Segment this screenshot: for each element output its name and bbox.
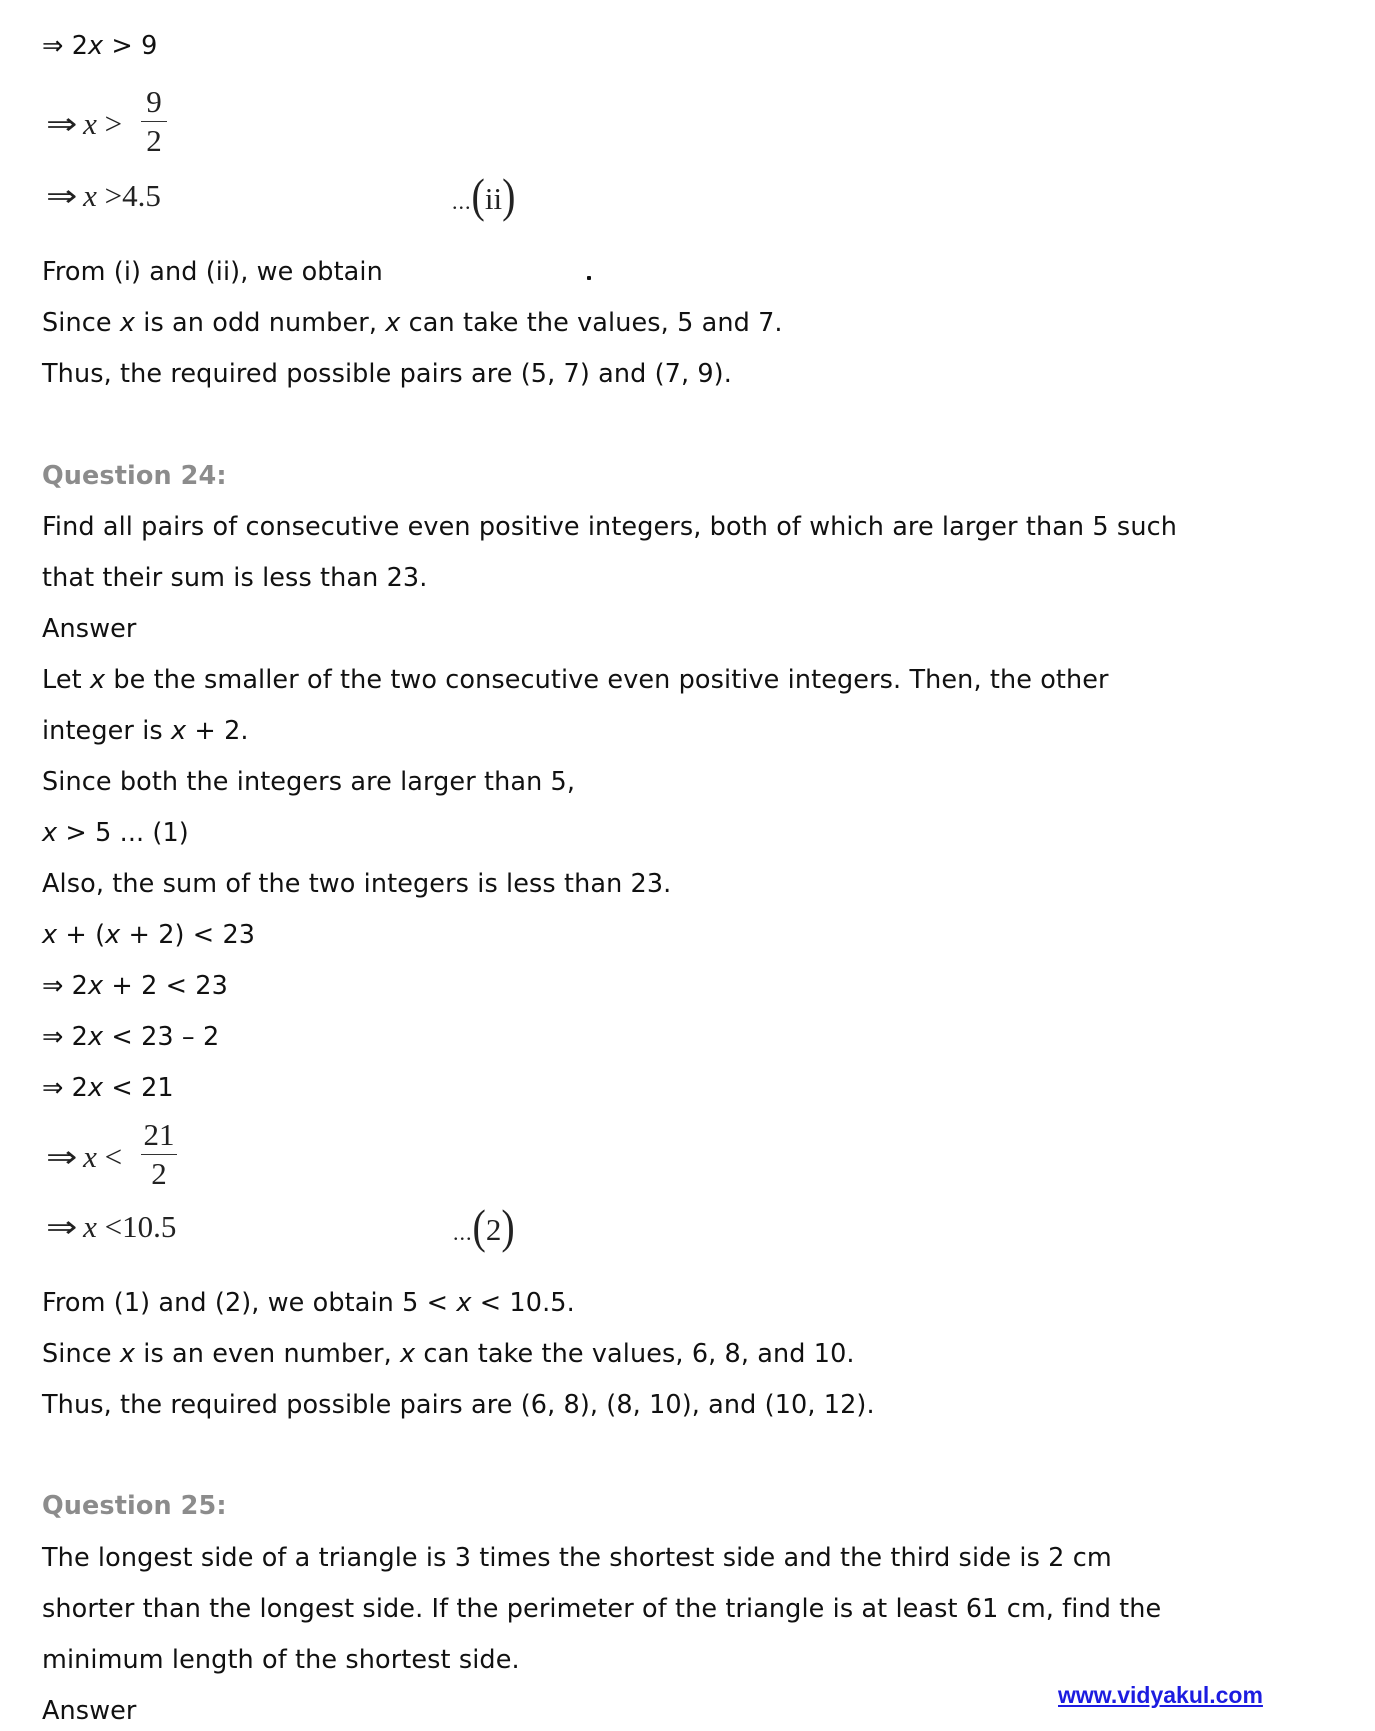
equation-4: ⇒ 2x < 21 — [42, 1073, 174, 1103]
thus-pairs-line: Thus, the required possible pairs are (6, 8), (8, 10), and (10, 12). — [42, 1390, 875, 1420]
answer-label: Answer — [42, 614, 137, 644]
question-24-text-line-2: that their sum is less than 23. — [42, 563, 428, 593]
from-1-and-2-line: From (1) and (2), we obtain 5 < x < 10.5. — [42, 1288, 575, 1318]
question-25-text-line-1: The longest side of a triangle is 3 times the shortest side and the third side is 2 cm — [42, 1543, 1112, 1573]
question-24-heading: Question 24: — [42, 461, 227, 491]
equation-2: ⇒ 2x + 2 < 23 — [42, 971, 228, 1001]
from-i-and-ii-line: From (i) and (ii), we obtain — [42, 257, 383, 287]
fraction-9-over-2 — [141, 85, 167, 158]
since-even-line: Since x is an even number, x can take the values, 6, 8, and 10. — [42, 1339, 855, 1369]
let-x-line: Let x be the smaller of the two consecutive even positive integers. Then, the other — [42, 665, 1109, 695]
equation-6-x-lt-10-5: ⇒ x <10.5 — [46, 1207, 176, 1247]
fraction-bar — [141, 121, 167, 122]
question-24-text-line-1: Find all pairs of consecutive even positive integers, both of which are larger than 5 such — [42, 512, 1177, 542]
step-x-gt-fraction: ⇒ x > — [46, 104, 122, 144]
implies-arrow: ⇒ — [42, 971, 64, 1001]
question-25-text-line-2: shorter than the longest side. If the perimeter of the triangle is at least 61 cm, find the — [42, 1594, 1162, 1624]
implies-arrow: ⇒ — [46, 1141, 78, 1174]
step-2x-gt-9: ⇒ 2x > 9 — [42, 31, 158, 61]
implies-arrow: ⇒ — [46, 108, 78, 141]
vidyakul-website-link[interactable]: www.vidyakul.com — [1058, 1682, 1263, 1708]
equation-tag-ii: ...(ii) — [452, 168, 516, 223]
equation-1: x + (x + 2) < 23 — [42, 920, 256, 950]
equation-5-x-lt-fraction: ⇒ x < — [46, 1137, 122, 1177]
fraction-bar — [141, 1154, 177, 1155]
equation-tag-2: ...(2) — [453, 1199, 515, 1254]
question-25-text-line-3: minimum length of the shortest side. — [42, 1645, 520, 1675]
since-both-line: Since both the integers are larger than 5, — [42, 767, 576, 797]
equation-3: ⇒ 2x < 23 – 2 — [42, 1022, 220, 1052]
thus-pairs-line: Thus, the required possible pairs are (5, 7) and (7, 9). — [42, 359, 732, 389]
implies-arrow: ⇒ — [42, 1073, 64, 1103]
fraction-numerator: 9 — [146, 84, 162, 119]
fraction-21-over-2 — [141, 1118, 177, 1191]
missing-inequality-placeholder-dot — [587, 276, 591, 280]
implies-arrow: ⇒ — [46, 180, 78, 213]
implies-arrow: ⇒ — [42, 1022, 64, 1052]
implies-arrow: ⇒ — [46, 1211, 78, 1244]
condition-1-line: x > 5 ... (1) — [42, 818, 189, 848]
integer-is-line: integer is x + 2. — [42, 716, 249, 746]
fraction-denominator: 2 — [146, 123, 162, 158]
step-x-gt-4-5: ⇒ x >4.5 — [46, 176, 161, 216]
since-odd-line: Since x is an odd number, x can take the values, 5 and 7. — [42, 308, 783, 338]
fraction-numerator: 21 — [143, 1117, 175, 1152]
implies-arrow: ⇒ — [42, 31, 64, 61]
fraction-denominator: 2 — [151, 1156, 167, 1191]
answer-label: Answer — [42, 1696, 137, 1726]
question-25-heading: Question 25: — [42, 1491, 227, 1521]
also-sum-line: Also, the sum of the two integers is less than 23. — [42, 869, 672, 899]
